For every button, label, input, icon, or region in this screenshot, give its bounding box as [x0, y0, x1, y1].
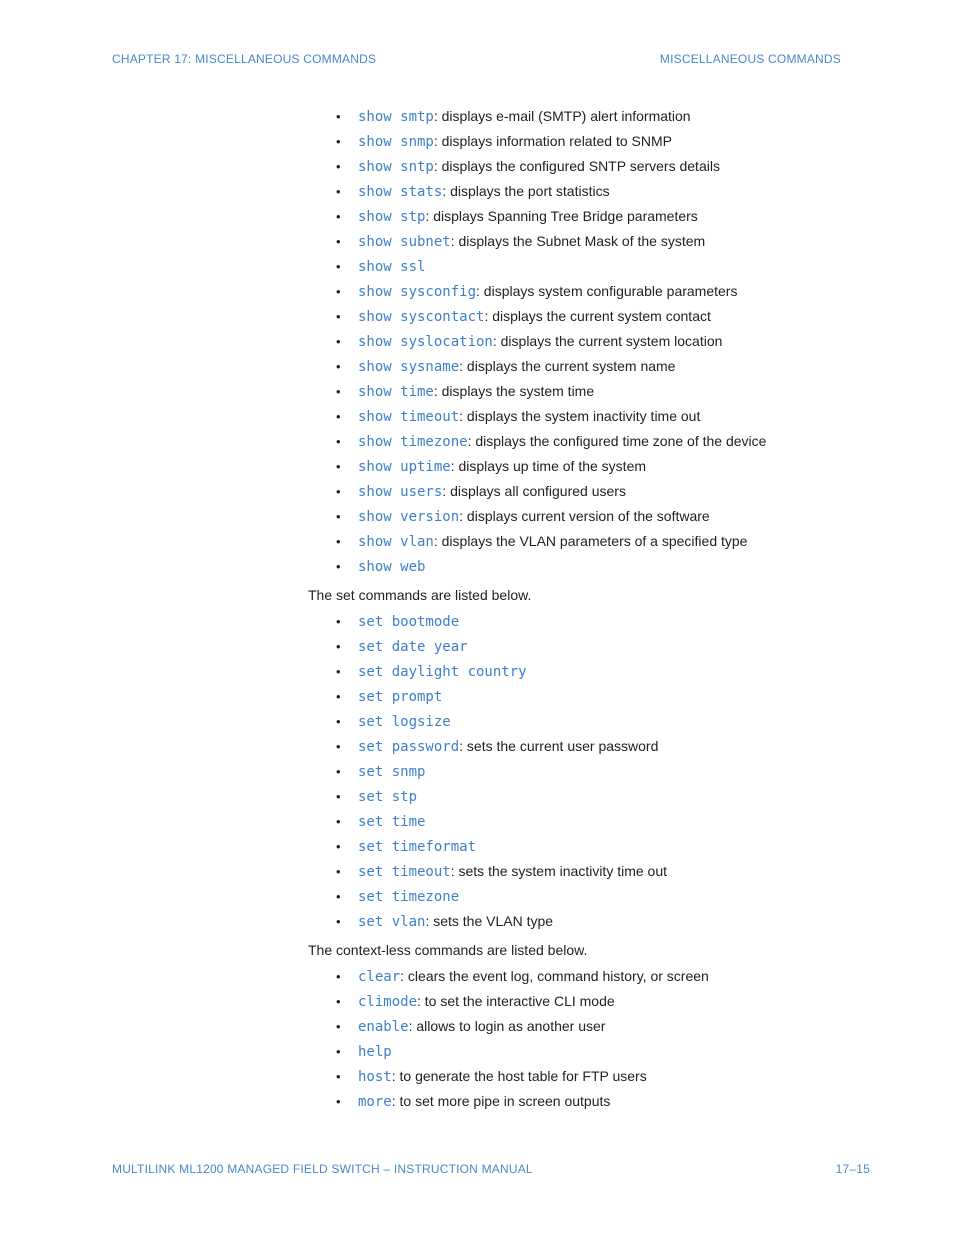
command-description: : displays the configured SNTP servers details	[433, 158, 720, 174]
list-item	[308, 254, 868, 279]
list-item	[308, 609, 868, 634]
bullet-icon: •	[336, 534, 341, 549]
command-name: show vlan	[358, 534, 434, 550]
command-description: : displays e-mail (SMTP) alert information	[433, 108, 691, 124]
bullet-icon: •	[336, 864, 341, 879]
list-item	[308, 909, 868, 934]
command-description: : displays all configured users	[442, 483, 626, 499]
command-description: : displays the configured time zone of the device	[467, 433, 767, 449]
list-item	[308, 279, 868, 304]
command-name: set password	[358, 739, 460, 755]
bullet-icon: •	[336, 434, 341, 449]
list-item	[308, 659, 868, 684]
bullet-icon: •	[336, 639, 341, 654]
command-name: show sysconfig	[358, 284, 477, 300]
bullet-icon: •	[336, 839, 341, 854]
bullet-icon: •	[336, 484, 341, 499]
command-name: show stp	[358, 209, 426, 225]
list-item	[308, 104, 868, 129]
list-item	[308, 329, 868, 354]
list-item	[308, 989, 868, 1014]
bullet-icon: •	[336, 689, 341, 704]
command-name: show syslocation	[358, 334, 493, 350]
bullet-icon: •	[336, 259, 341, 274]
list-item	[308, 834, 868, 859]
command-description: : displays the current system name	[459, 358, 676, 374]
command-description: : sets the current user password	[459, 738, 659, 754]
list-item	[308, 154, 868, 179]
bullet-icon: •	[336, 994, 341, 1009]
bullet-icon: •	[336, 184, 341, 199]
page-number: 17–15	[835, 1162, 870, 1176]
page-body	[308, 104, 868, 1114]
command-name: enable	[358, 1019, 409, 1035]
list-item	[308, 479, 868, 504]
list-item	[308, 529, 868, 554]
bullet-icon: •	[336, 284, 341, 299]
bullet-icon: •	[336, 764, 341, 779]
bullet-icon: •	[336, 409, 341, 424]
list-item	[308, 809, 868, 834]
bullet-icon: •	[336, 969, 341, 984]
command-name: set stp	[358, 789, 418, 805]
list-item	[308, 379, 868, 404]
set-commands-list	[308, 609, 868, 934]
command-description: : clears the event log, command history, or screen	[400, 968, 709, 984]
bullet-icon: •	[336, 309, 341, 324]
bullet-icon: •	[336, 359, 341, 374]
bullet-icon: •	[336, 1044, 341, 1059]
command-description: : displays the system time	[433, 383, 595, 399]
command-description: : displays up time of the system	[450, 458, 647, 474]
command-name: show timezone	[358, 434, 468, 450]
running-header-chapter: CHAPTER 17: MISCELLANEOUS COMMANDS	[112, 52, 377, 66]
command-description: : displays Spanning Tree Bridge parameters	[425, 208, 698, 224]
command-name: show smtp	[358, 109, 434, 125]
command-description: : displays the port statistics	[442, 183, 610, 199]
show-commands-list	[308, 104, 868, 579]
bullet-icon: •	[336, 1094, 341, 1109]
command-name: set daylight country	[358, 664, 527, 680]
command-description: : displays information related to SNMP	[433, 133, 672, 149]
command-name: show subnet	[358, 234, 451, 250]
command-description: : displays the Subnet Mask of the system	[450, 233, 706, 249]
bullet-icon: •	[336, 614, 341, 629]
command-name: help	[358, 1044, 392, 1060]
command-name: show timeout	[358, 409, 460, 425]
list-item	[308, 1089, 868, 1114]
command-name: set bootmode	[358, 614, 460, 630]
list-item	[308, 709, 868, 734]
command-name: show sysname	[358, 359, 460, 375]
command-name: show ssl	[358, 259, 426, 275]
bullet-icon: •	[336, 234, 341, 249]
list-item	[308, 354, 868, 379]
command-name: show snmp	[358, 134, 434, 150]
command-name: set date year	[358, 639, 468, 655]
bullet-icon: •	[336, 714, 341, 729]
command-name: show stats	[358, 184, 443, 200]
running-header-section: MISCELLANEOUS COMMANDS	[659, 52, 841, 66]
command-description: : to set the interactive CLI mode	[417, 993, 615, 1009]
list-item	[308, 884, 868, 909]
bullet-icon: •	[336, 159, 341, 174]
command-name: set snmp	[358, 764, 426, 780]
command-description: : displays the current system location	[492, 333, 723, 349]
command-description: : displays system configurable parameters	[476, 283, 738, 299]
bullet-icon: •	[336, 889, 341, 904]
list-item	[308, 204, 868, 229]
command-name: set logsize	[358, 714, 451, 730]
list-item	[308, 684, 868, 709]
command-description: : to generate the host table for FTP users	[391, 1068, 647, 1084]
command-name: more	[358, 1094, 392, 1110]
command-name: set prompt	[358, 689, 443, 705]
command-description: : displays the system inactivity time out	[459, 408, 701, 424]
command-name: set vlan	[358, 914, 426, 930]
command-name: show syscontact	[358, 309, 485, 325]
set-commands-intro: The set commands are listed below.	[308, 587, 532, 603]
list-item	[308, 784, 868, 809]
command-name: set time	[358, 814, 426, 830]
bullet-icon: •	[336, 459, 341, 474]
command-description: : displays the VLAN parameters of a specified type	[433, 533, 748, 549]
list-item	[308, 129, 868, 154]
bullet-icon: •	[336, 664, 341, 679]
command-name: show version	[358, 509, 460, 525]
bullet-icon: •	[336, 384, 341, 399]
running-footer-manual-title: MULTILINK ML1200 MANAGED FIELD SWITCH – INSTRUCTION MANUAL	[112, 1162, 533, 1176]
bullet-icon: •	[336, 739, 341, 754]
bullet-icon: •	[336, 1019, 341, 1034]
list-item	[308, 229, 868, 254]
list-item	[308, 454, 868, 479]
command-name: show time	[358, 384, 434, 400]
bullet-icon: •	[336, 509, 341, 524]
command-description: : sets the VLAN type	[425, 913, 554, 929]
command-name: set timeformat	[358, 839, 477, 855]
command-name: climode	[358, 994, 418, 1010]
list-item	[308, 1064, 868, 1089]
list-item	[308, 1014, 868, 1039]
bullet-icon: •	[336, 1069, 341, 1084]
list-item	[308, 404, 868, 429]
list-item	[308, 554, 868, 579]
command-description: : to set more pipe in screen outputs	[391, 1093, 611, 1109]
bullet-icon: •	[336, 209, 341, 224]
command-name: clear	[358, 969, 401, 985]
bullet-icon: •	[336, 134, 341, 149]
command-name: set timezone	[358, 889, 460, 905]
list-item	[308, 429, 868, 454]
list-item	[308, 859, 868, 884]
list-item	[308, 759, 868, 784]
list-item	[308, 634, 868, 659]
list-item	[308, 964, 868, 989]
context-commands-intro: The context-less commands are listed below.	[308, 942, 588, 958]
command-name: show web	[358, 559, 426, 575]
command-description: : sets the system inactivity time out	[450, 863, 668, 879]
list-item	[308, 179, 868, 204]
command-description: : displays current version of the software	[459, 508, 710, 524]
list-item	[308, 304, 868, 329]
list-item	[308, 504, 868, 529]
bullet-icon: •	[336, 814, 341, 829]
command-description: : displays the current system contact	[484, 308, 711, 324]
command-name: host	[358, 1069, 392, 1085]
bullet-icon: •	[336, 914, 341, 929]
bullet-icon: •	[336, 334, 341, 349]
list-item	[308, 734, 868, 759]
context-less-commands-list	[308, 964, 868, 1114]
command-name: show sntp	[358, 159, 434, 175]
command-description: : allows to login as another user	[408, 1018, 606, 1034]
bullet-icon: •	[336, 559, 341, 574]
list-item	[308, 1039, 868, 1064]
bullet-icon: •	[336, 789, 341, 804]
bullet-icon: •	[336, 109, 341, 124]
command-name: show users	[358, 484, 443, 500]
command-name: set timeout	[358, 864, 451, 880]
command-name: show uptime	[358, 459, 451, 475]
